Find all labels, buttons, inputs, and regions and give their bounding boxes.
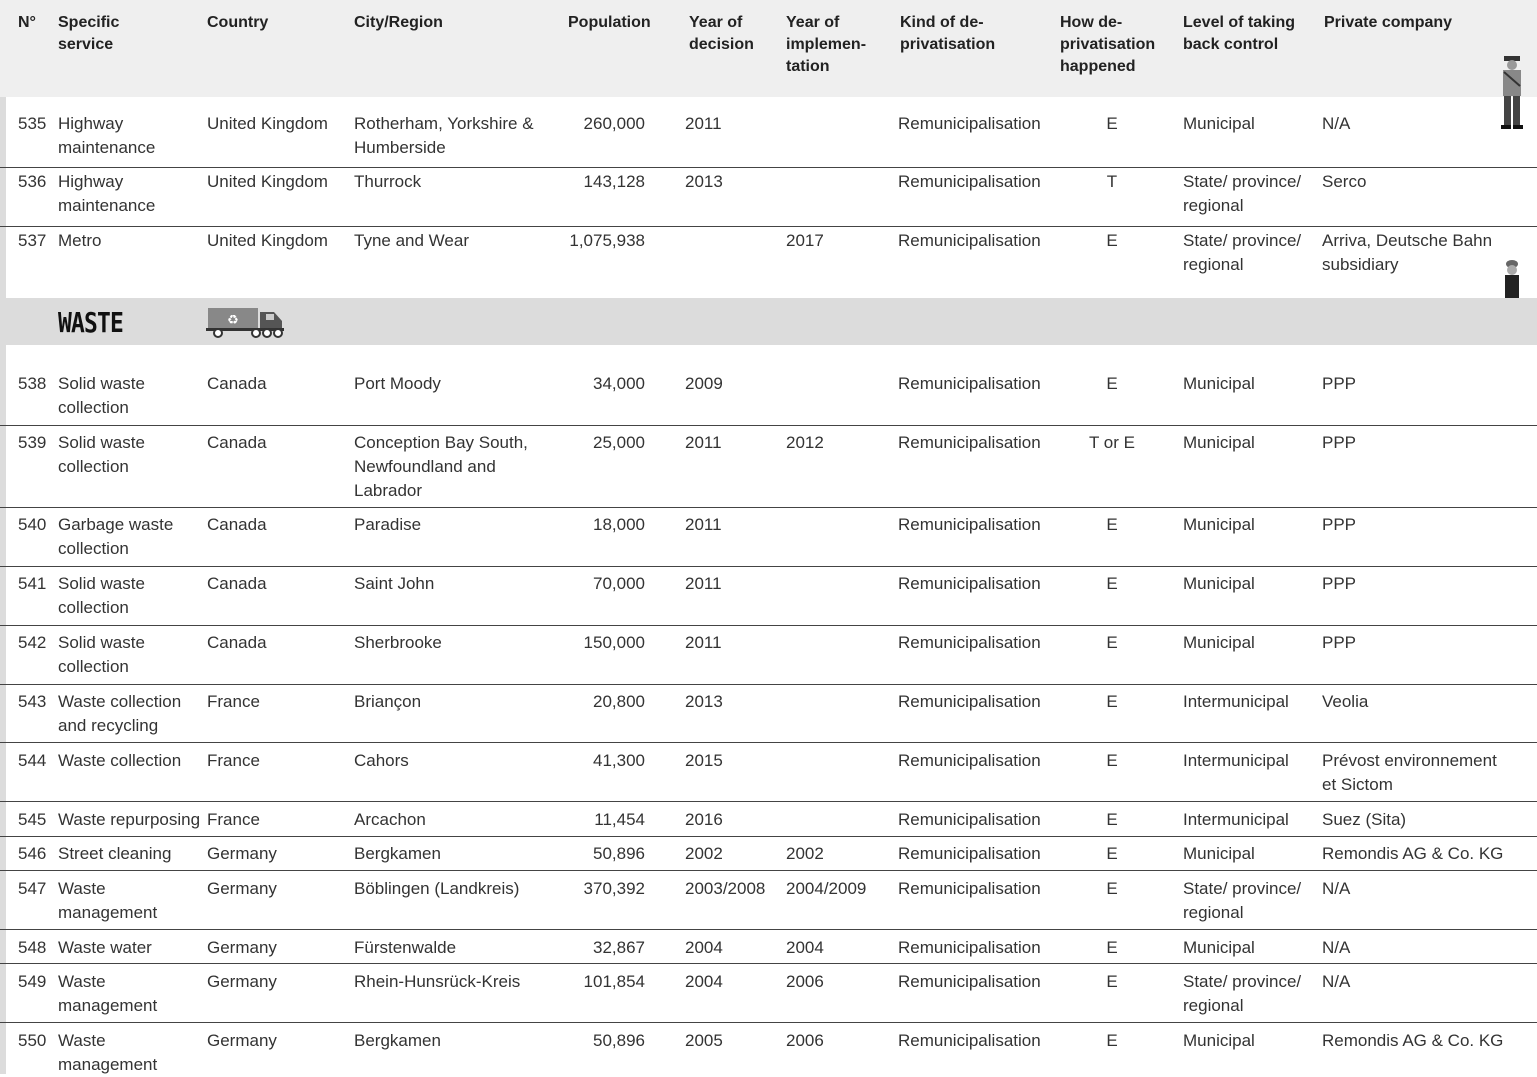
cell-private: N/A [1322, 938, 1351, 957]
cell-service: Solid waste collection [58, 633, 145, 676]
cell-private: Suez (Sita) [1322, 810, 1407, 829]
cell-number: 541 [18, 574, 47, 593]
cell-level: Intermunicipal [1183, 810, 1289, 829]
table-row [0, 929, 1537, 957]
cell-population: 143,128 [583, 172, 645, 191]
cell-country: Germany [207, 1031, 277, 1050]
cell-level: Municipal [1183, 433, 1255, 452]
cell-service: Solid waste collection [58, 574, 145, 617]
table-row [0, 742, 1537, 794]
section-title: WASTE [58, 306, 124, 339]
cell-population: 34,000 [593, 374, 645, 393]
cell-year-implementation: 2002 [786, 844, 824, 863]
cell-how: E [1106, 1031, 1118, 1050]
cell-level: Municipal [1183, 574, 1255, 593]
cell-city: Fürstenwalde [354, 938, 457, 957]
cell-year-decision: 2005 [685, 1031, 723, 1050]
cell-private: Veolia [1322, 692, 1369, 711]
cell-number: 545 [18, 810, 47, 829]
table-row [0, 801, 1537, 829]
cell-level: Municipal [1183, 938, 1255, 957]
cell-year-decision: 2013 [685, 692, 723, 711]
cell-country: Germany [207, 879, 277, 898]
cell-level: Municipal [1183, 114, 1255, 133]
cell-number: 546 [18, 844, 47, 863]
cell-private: Remondis AG & Co. KG [1322, 1031, 1504, 1050]
cell-kind: Remunicipalisation [898, 574, 1041, 593]
cell-population: 20,800 [593, 692, 645, 711]
cell-level: Municipal [1183, 374, 1255, 393]
cell-kind: Remunicipalisation [898, 374, 1041, 393]
cell-service: Waste management [58, 972, 158, 1015]
cell-country: Canada [207, 633, 267, 652]
cell-number: 540 [18, 515, 47, 534]
cell-year-decision: 2002 [685, 844, 723, 863]
cell-year-decision: 2004 [685, 938, 723, 957]
cell-how: T or E [1089, 433, 1135, 452]
cell-number: 535 [18, 114, 47, 133]
cell-how: E [1106, 810, 1118, 829]
cell-country: United Kingdom [207, 114, 328, 133]
cell-service: Garbage waste collection [58, 515, 174, 558]
cell-population: 32,867 [593, 938, 645, 957]
cell-how: E [1106, 972, 1118, 991]
table-row [0, 566, 1537, 617]
cell-how: E [1106, 374, 1118, 393]
cell-level: Municipal [1183, 844, 1255, 863]
cell-year-decision: 2013 [685, 172, 723, 191]
cell-kind: Remunicipalisation [898, 879, 1041, 898]
cell-private: PPP [1322, 633, 1357, 652]
col-header-city: City/Region [354, 14, 443, 31]
cell-population: 1,075,938 [569, 231, 645, 250]
cell-country: United Kingdom [207, 172, 328, 191]
cell-service: Street cleaning [58, 844, 172, 863]
cell-year-implementation: 2004 [786, 938, 824, 957]
cell-number: 550 [18, 1031, 47, 1050]
cell-city: Rotherham, Yorkshire & Humberside [354, 114, 534, 157]
cell-city: Thurrock [354, 172, 422, 191]
cell-country: United Kingdom [207, 231, 328, 250]
cell-year-decision: 2016 [685, 810, 723, 829]
cell-population: 25,000 [593, 433, 645, 452]
cell-level: Municipal [1183, 515, 1255, 534]
cell-year-implementation: 2006 [786, 972, 824, 991]
cell-year-implementation: 2004/2009 [786, 879, 867, 898]
cell-population: 41,300 [593, 751, 645, 770]
cell-private: PPP [1322, 574, 1357, 593]
cell-private: N/A [1322, 972, 1351, 991]
cell-city: Böblingen (Landkreis) [354, 879, 520, 898]
col-header-level: Level of taking back control [1183, 14, 1296, 53]
cell-level: Intermunicipal [1183, 751, 1289, 770]
recycling-truck-icon [206, 306, 286, 338]
cell-service: Highway maintenance [58, 172, 156, 215]
cell-kind: Remunicipalisation [898, 810, 1041, 829]
cell-kind: Remunicipalisation [898, 1031, 1041, 1050]
cell-year-decision: 2011 [685, 515, 722, 534]
cell-kind: Remunicipalisation [898, 751, 1041, 770]
cell-level: Intermunicipal [1183, 692, 1289, 711]
cell-service: Solid waste collection [58, 374, 145, 417]
cell-how: E [1106, 114, 1118, 133]
cell-population: 70,000 [593, 574, 645, 593]
cell-population: 50,896 [593, 844, 645, 863]
cell-how: E [1106, 879, 1118, 898]
cell-city: Cahors [354, 751, 409, 770]
cell-private: N/A [1322, 879, 1351, 898]
section-header-waste [6, 298, 1537, 345]
cell-private: Remondis AG & Co. KG [1322, 844, 1504, 863]
left-margin-strip [0, 97, 6, 1074]
cell-how: E [1106, 633, 1118, 652]
cell-number: 538 [18, 374, 47, 393]
cell-number: 539 [18, 433, 47, 452]
cell-year-decision: 2011 [685, 114, 722, 133]
cell-year-implementation: 2012 [786, 433, 824, 452]
cell-level: State/ province/ regional [1183, 231, 1302, 274]
cell-how: E [1106, 515, 1118, 534]
cell-population: 370,392 [583, 879, 645, 898]
cell-kind: Remunicipalisation [898, 938, 1041, 957]
cell-year-decision: 2015 [685, 751, 723, 770]
cell-how: E [1106, 938, 1118, 957]
table-header [0, 0, 1537, 97]
cell-how: E [1106, 231, 1118, 250]
table-row [0, 507, 1537, 558]
cell-city: Tyne and Wear [354, 231, 469, 250]
cell-private: PPP [1322, 374, 1357, 393]
table-row [0, 625, 1537, 676]
cell-kind: Remunicipalisation [898, 231, 1041, 250]
cell-city: Conception Bay South, Newfoundland and Labrador [354, 433, 528, 500]
cell-kind: Remunicipalisation [898, 515, 1041, 534]
cell-private: Arriva, Deutsche Bahn subsidiary [1322, 231, 1493, 274]
cell-kind: Remunicipalisation [898, 844, 1041, 863]
cell-population: 260,000 [583, 114, 645, 133]
col-header-year-implementation: Year of implemen- tation [786, 14, 867, 75]
cell-population: 101,854 [583, 972, 645, 991]
cell-population: 18,000 [593, 515, 645, 534]
cell-kind: Remunicipalisation [898, 692, 1041, 711]
table-row [0, 963, 1537, 1015]
col-header-year-decision: Year of decision [689, 14, 754, 53]
cell-year-decision: 2004 [685, 972, 723, 991]
cell-country: France [207, 810, 260, 829]
cell-population: 50,896 [593, 1031, 645, 1050]
cell-city: Bergkamen [354, 1031, 441, 1050]
cell-number: 549 [18, 972, 47, 991]
cell-kind: Remunicipalisation [898, 972, 1041, 991]
cell-level: State/ province/ regional [1183, 972, 1302, 1015]
cell-country: France [207, 751, 260, 770]
cell-how: E [1106, 844, 1118, 863]
cell-kind: Remunicipalisation [898, 172, 1041, 191]
cell-country: Germany [207, 938, 277, 957]
table-row [0, 836, 1537, 863]
cell-how: E [1106, 574, 1118, 593]
table-row [0, 226, 1537, 274]
cell-country: Germany [207, 972, 277, 991]
cell-country: Germany [207, 844, 277, 863]
cell-service: Waste repurposing [58, 810, 201, 829]
cell-number: 542 [18, 633, 47, 652]
cell-kind: Remunicipalisation [898, 633, 1041, 652]
table-row [0, 684, 1537, 735]
cell-city: Bergkamen [354, 844, 441, 863]
col-header-how: How de- privatisation happened [1060, 14, 1156, 75]
cell-number: 544 [18, 751, 47, 770]
cell-kind: Remunicipalisation [898, 114, 1041, 133]
cell-number: 548 [18, 938, 47, 957]
cell-city: Arcachon [354, 810, 426, 829]
cell-country: Canada [207, 374, 267, 393]
cell-service: Waste water [58, 938, 152, 957]
cell-level: Municipal [1183, 633, 1255, 652]
cell-number: 536 [18, 172, 47, 191]
cell-city: Rhein-Hunsrück-Kreis [354, 972, 521, 991]
col-header-private: Private company [1324, 14, 1453, 31]
col-header-population: Population [568, 14, 651, 31]
cell-year-decision: 2011 [685, 633, 722, 652]
cell-number: 543 [18, 692, 47, 711]
table-row [0, 425, 1537, 500]
col-header-number: N° [18, 14, 36, 31]
svg-text:♻: ♻ [227, 313, 239, 328]
cell-how: E [1106, 692, 1118, 711]
cell-how: T [1106, 172, 1118, 191]
cell-year-decision: 2011 [685, 574, 722, 593]
cell-private: Prévost environnement et Sictom [1322, 751, 1497, 794]
cell-city: Saint John [354, 574, 435, 593]
cell-number: 547 [18, 879, 47, 898]
cell-service: Solid waste collection [58, 433, 145, 476]
cell-population: 11,454 [594, 810, 645, 829]
cell-private: Serco [1322, 172, 1367, 191]
cell-private: PPP [1322, 515, 1357, 534]
table-row [0, 1022, 1537, 1074]
cell-level: State/ province/ regional [1183, 172, 1302, 215]
table-row [0, 167, 1537, 215]
table-row [0, 870, 1537, 922]
cell-how: E [1106, 751, 1118, 770]
cell-year-decision: 2003/2008 [685, 879, 766, 898]
cell-number: 537 [18, 231, 47, 250]
cell-service: Metro [58, 231, 102, 250]
cell-service: Waste collection [58, 751, 182, 770]
col-header-service: Specific service [58, 14, 120, 53]
cell-year-implementation: 2017 [786, 231, 824, 250]
cell-level: State/ province/ regional [1183, 879, 1302, 922]
cell-country: Canada [207, 515, 267, 534]
cell-country: France [207, 692, 260, 711]
cell-city: Port Moody [354, 374, 441, 393]
cell-city: Sherbrooke [354, 633, 442, 652]
cell-level: Municipal [1183, 1031, 1255, 1050]
cell-year-decision: 2011 [685, 433, 722, 452]
cell-kind: Remunicipalisation [898, 433, 1041, 452]
cell-year-decision: 2009 [685, 374, 723, 393]
cell-private: PPP [1322, 433, 1357, 452]
cell-country: Canada [207, 574, 267, 593]
cell-service: Highway maintenance [58, 114, 156, 157]
cell-year-implementation: 2006 [786, 1031, 824, 1050]
cell-population: 150,000 [583, 633, 645, 652]
cell-city: Briançon [354, 692, 422, 711]
col-header-country: Country [207, 14, 269, 31]
cell-service: Waste management [58, 879, 158, 922]
cell-service: Waste management [58, 1031, 158, 1074]
cell-city: Paradise [354, 515, 422, 534]
cell-service: Waste collection and recycling [58, 692, 182, 735]
cell-country: Canada [207, 433, 267, 452]
cell-private: N/A [1322, 114, 1351, 133]
col-header-kind: Kind of de- privatisation [900, 14, 996, 53]
